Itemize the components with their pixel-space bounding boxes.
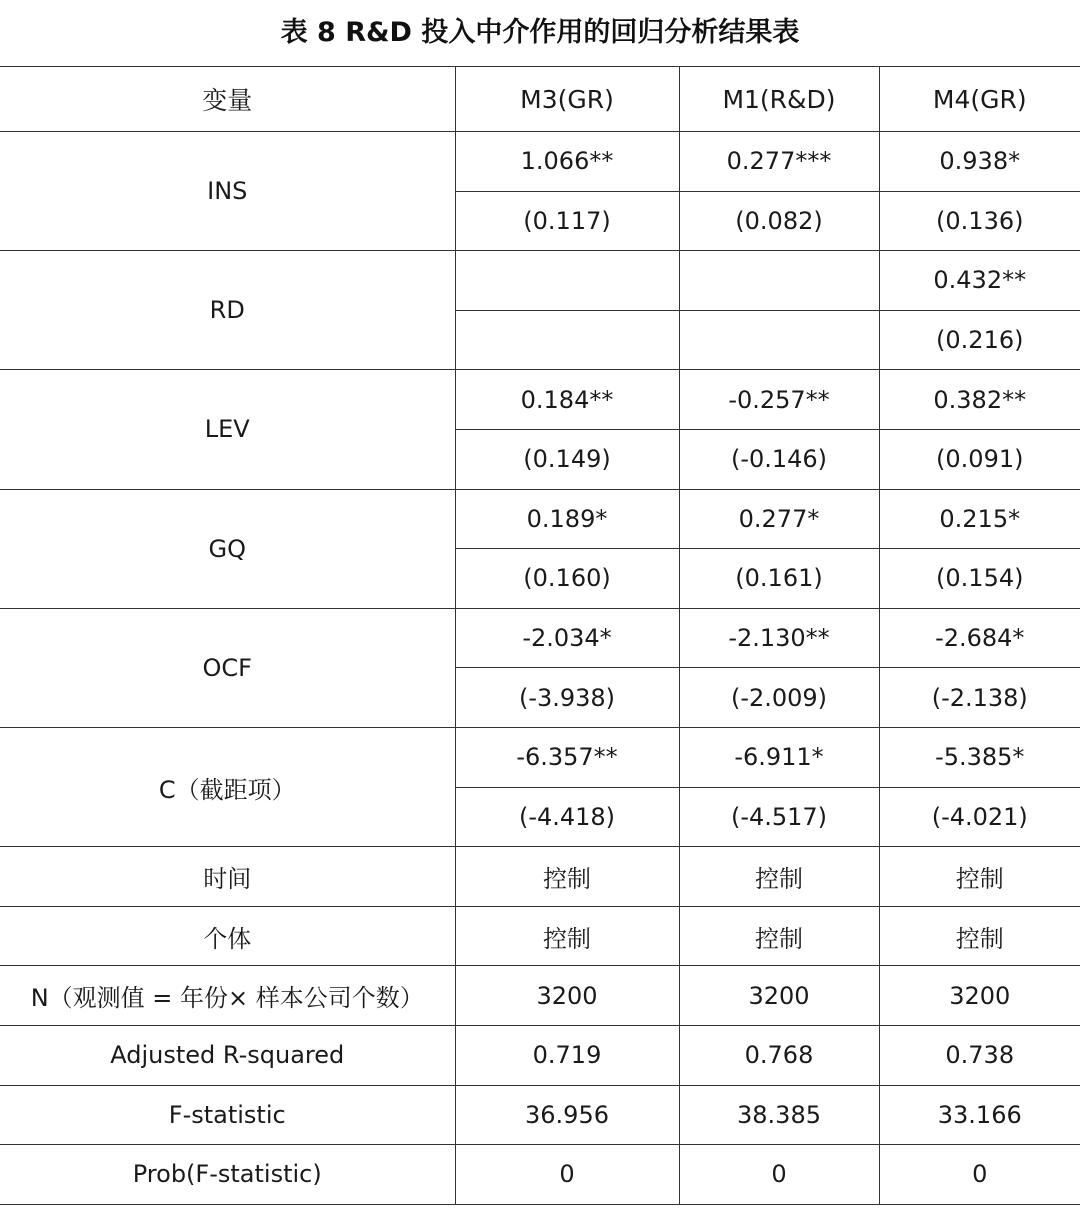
coef-row <box>0 370 1080 430</box>
se-cell <box>455 310 679 370</box>
column-header-m3: M3(GR) <box>455 67 679 132</box>
se-cell: (0.117) <box>455 191 679 251</box>
se-cell: (0.161) <box>679 549 879 609</box>
coef-cell: -6.911* <box>679 727 879 787</box>
stat-row-f <box>0 1085 1080 1145</box>
se-cell <box>679 310 879 370</box>
stat-value: 控制 <box>879 906 1080 966</box>
stat-value: 控制 <box>679 847 879 907</box>
coef-cell: -5.385* <box>879 727 1080 787</box>
stat-value: 控制 <box>455 847 679 907</box>
stat-value: 控制 <box>679 906 879 966</box>
stat-value: 38.385 <box>679 1085 879 1145</box>
se-cell: (-2.009) <box>679 668 879 728</box>
coef-row <box>0 727 1080 787</box>
coef-cell: -2.130** <box>679 608 879 668</box>
coef-row <box>0 608 1080 668</box>
header-row <box>0 67 1080 132</box>
se-cell: (0.082) <box>679 191 879 251</box>
column-header-m4: M4(GR) <box>879 67 1080 132</box>
stat-value: 33.166 <box>879 1085 1080 1145</box>
se-cell: (0.160) <box>455 549 679 609</box>
stat-name: N（观测值 = 年份× 样本公司个数） <box>0 966 455 1026</box>
se-cell: (-3.938) <box>455 668 679 728</box>
coef-cell: 1.066** <box>455 132 679 192</box>
se-cell: (0.149) <box>455 429 679 489</box>
stat-name: F-statistic <box>0 1085 455 1145</box>
se-cell: (0.154) <box>879 549 1080 609</box>
regression-table <box>0 66 1080 1205</box>
column-header-variable: 变量 <box>0 67 455 132</box>
se-cell: (-0.146) <box>679 429 879 489</box>
coef-row <box>0 489 1080 549</box>
stat-name: 个体 <box>0 906 455 966</box>
variable-name: C（截距项） <box>0 727 455 846</box>
stat-row-n <box>0 966 1080 1026</box>
table-title: 表 8 R&D 投入中介作用的回归分析结果表 <box>280 17 800 48</box>
stat-row-prob-f <box>0 1145 1080 1205</box>
coef-cell: 0.382** <box>879 370 1080 430</box>
stat-value: 3200 <box>879 966 1080 1026</box>
se-cell: (0.091) <box>879 429 1080 489</box>
coef-cell: -6.357** <box>455 727 679 787</box>
stat-name: Prob(F-statistic) <box>0 1145 455 1205</box>
coef-row <box>0 251 1080 311</box>
se-cell: (-4.517) <box>679 787 879 847</box>
variable-name: LEV <box>0 370 455 489</box>
stat-value: 0.768 <box>679 1025 879 1085</box>
coef-cell: 0.277*** <box>679 132 879 192</box>
stat-value: 控制 <box>879 847 1080 907</box>
stat-row-adj-r2 <box>0 1025 1080 1085</box>
coef-cell: 0.432** <box>879 251 1080 311</box>
se-cell: (-4.418) <box>455 787 679 847</box>
coef-row <box>0 132 1080 192</box>
coef-cell <box>455 251 679 311</box>
coef-cell: 0.189* <box>455 489 679 549</box>
variable-name: INS <box>0 132 455 251</box>
stat-value: 0.738 <box>879 1025 1080 1085</box>
stat-value: 控制 <box>455 906 679 966</box>
stat-row-time <box>0 847 1080 907</box>
stat-value: 0.719 <box>455 1025 679 1085</box>
coef-cell: -0.257** <box>679 370 879 430</box>
se-cell: (-2.138) <box>879 668 1080 728</box>
stat-value: 3200 <box>455 966 679 1026</box>
variable-name: RD <box>0 251 455 370</box>
coef-cell: 0.184** <box>455 370 679 430</box>
stat-value: 3200 <box>679 966 879 1026</box>
coef-cell: 0.938* <box>879 132 1080 192</box>
stat-row-individual <box>0 906 1080 966</box>
variable-name: GQ <box>0 489 455 608</box>
coef-cell <box>679 251 879 311</box>
se-cell: (-4.021) <box>879 787 1080 847</box>
column-header-m1: M1(R&D) <box>679 67 879 132</box>
stat-name: 时间 <box>0 847 455 907</box>
stat-name: Adjusted R-squared <box>0 1025 455 1085</box>
stat-value: 0 <box>679 1145 879 1205</box>
coef-cell: 0.215* <box>879 489 1080 549</box>
se-cell: (0.136) <box>879 191 1080 251</box>
coef-cell: 0.277* <box>679 489 879 549</box>
stat-value: 0 <box>879 1145 1080 1205</box>
variable-name: OCF <box>0 608 455 727</box>
stat-value: 36.956 <box>455 1085 679 1145</box>
coef-cell: -2.034* <box>455 608 679 668</box>
se-cell: (0.216) <box>879 310 1080 370</box>
coef-cell: -2.684* <box>879 608 1080 668</box>
stat-value: 0 <box>455 1145 679 1205</box>
